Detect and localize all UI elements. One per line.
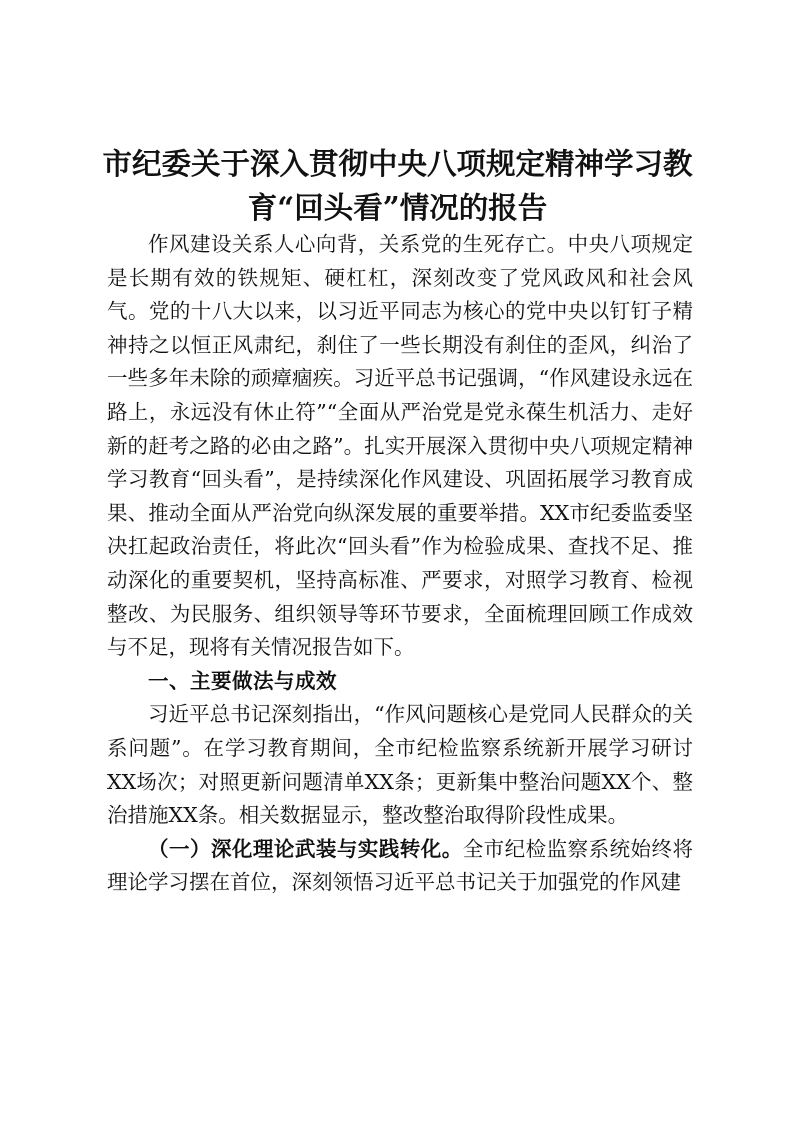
intro-paragraph: 作风建设关系人心向背，关系党的生死存亡。中央八项规定是长期有效的铁规矩、硬杠杠，深刻改变了党风政风和社会风气。党的十八大以来，以习近平同志为核心的党中央以钉钉子精神持之以恒正风肃纪，刹住了一些长期没有刹住的歪风，纠治了一些多年未除的顽瘴痼疾。习近平总书记强调，“作风建设永远在路上，永远没有休止符”“全面从严治党是党永葆生机活力、走好新的赶考之路的必由之路”。扎实开展深入贯彻中央八项规定精神学习教育“回头看”，是持续深化作风建设、巩固拓展学习教育成果、推动全面从严治党向纵深发展的重要举措。XX市纪委监委坚决扛起政治责任，将此次“回头看”作为检验成果、查找不足、推动深化的重要契机，坚持高标准、严要求，对照学习教育、检视整改、为民服务、组织领导等环节要求，全面梳理回顾工作成效与不足，现将有关情况报告如下。 [107,232,693,660]
title-line-2: 育“回头看”情况的报告 [247,190,548,225]
subsection-heading-1: （一）深化理论武装与实践转化。 [148,836,463,861]
document-title [100,142,695,230]
paragraph-2: 习近平总书记深刻指出，“作风问题核心是党同人民群众的关系问题”。在学习教育期间，全市纪检监察系统新开展学习研讨XX场次；对照更新问题清单XX条；更新集中整治问题XX个、整治措施XX条。相关数据显示，整改整治取得阶段性成果。 [107,702,693,828]
paragraph-3-text: 全市纪检监察系统始终将理论学习摆在首位，深刻领悟习近平总书记关于加强党的作风建 [107,836,694,895]
title-line-1: 市纪委关于深入贯彻中央八项规定精神学习教 [102,146,693,181]
section-heading-1: 一、主要做法与成效 [148,668,337,693]
document-body [107,228,693,900]
paragraph-3 [107,833,693,900]
